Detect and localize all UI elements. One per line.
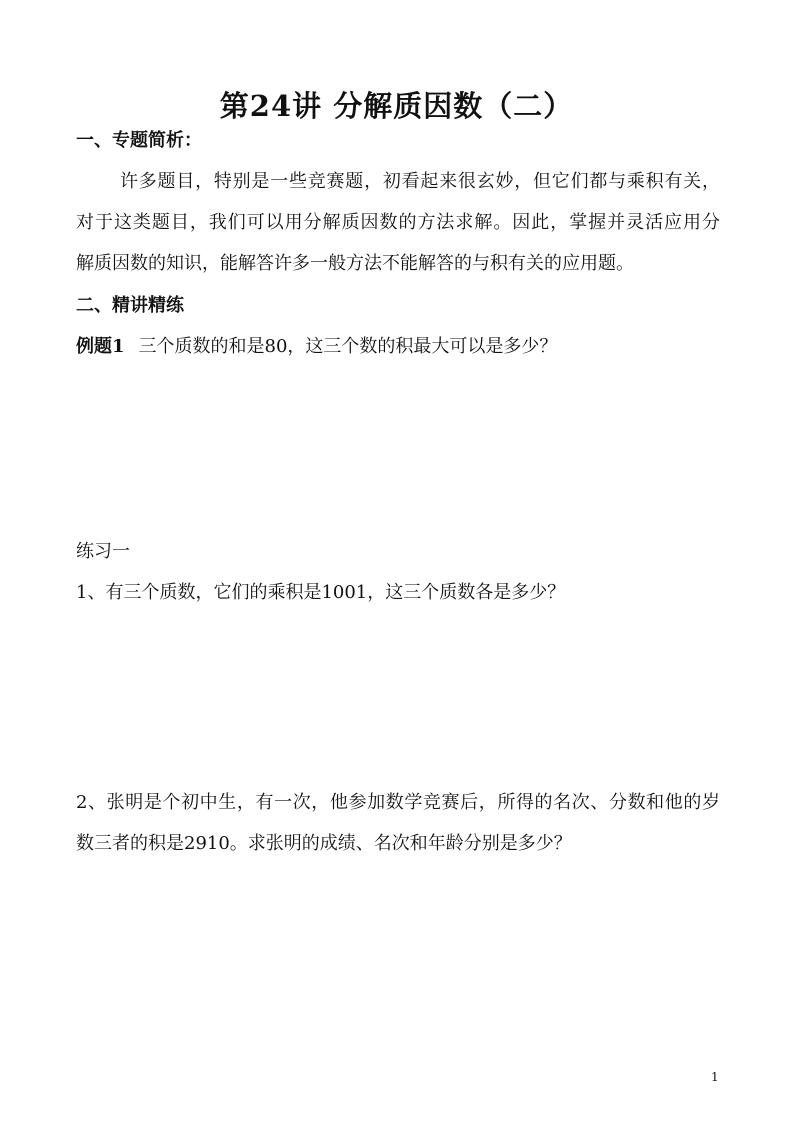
example1: [76, 336, 720, 358]
page-number: 1: [711, 1070, 719, 1084]
paragraph-line: 许多题目，特别是一些竞赛题，初看起来很玄妙，但它们都与乘积有关，: [120, 171, 720, 192]
paragraph-line: 对于这类题目，我们可以用分解质因数的方法求解。因此，掌握并灵活应用分: [76, 212, 720, 233]
question-2-line: 2、张明是个初中生，有一次，他参加数学竞赛后，所得的名次、分数和他的岁: [76, 792, 720, 813]
section1-heading: 一、专题简析：: [76, 130, 202, 151]
section2-heading: 二、精讲精练: [76, 295, 184, 316]
practice-heading: 练习一: [76, 541, 130, 562]
example1-text: 三个质数的和是80，这三个数的积最大可以是多少？: [138, 336, 558, 357]
page-title: 第24讲 分解质因数（二）: [219, 89, 574, 123]
example1-label: 例题1: [76, 336, 125, 357]
question-1: 1、有三个质数，它们的乘积是1001，这三个质数各是多少？: [76, 582, 566, 603]
question-2-line: 数三者的积是2910。求张明的成绩、名次和年龄分别是多少？: [76, 833, 572, 854]
paragraph-line: 解质因数的知识，能解答许多一般方法不能解答的与积有关的应用题。: [76, 253, 634, 274]
